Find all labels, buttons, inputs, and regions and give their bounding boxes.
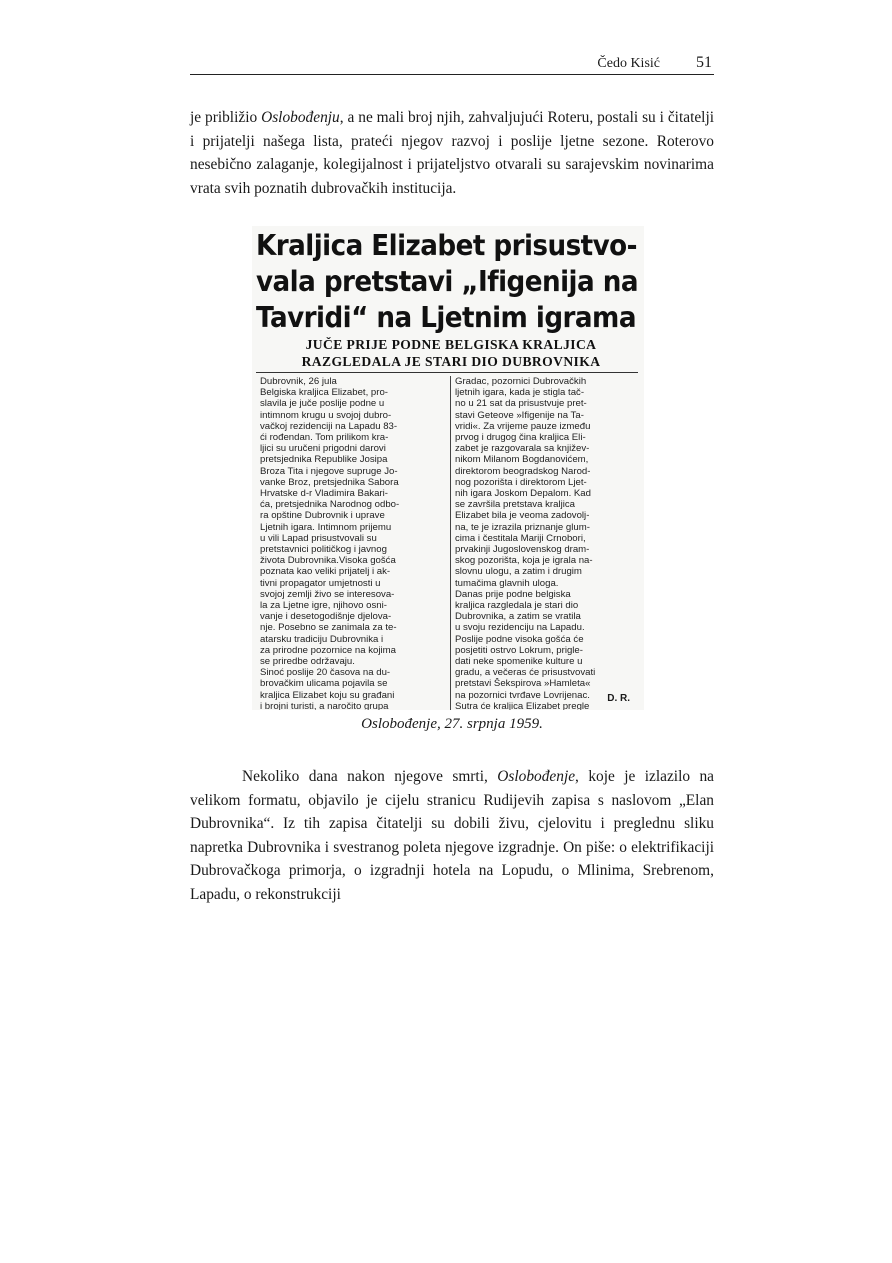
paragraph-text: je približio xyxy=(190,109,262,126)
clipping-divider xyxy=(256,372,638,373)
paragraph-text: Nekoliko dana nakon njegove smrti, xyxy=(242,768,498,785)
column-line: Ljetnih igara. Intimnom prijemu xyxy=(260,521,392,533)
column-line: Danas prije podne belgiska xyxy=(455,588,571,600)
column-line: u svoju rezidenciju na Lapadu. xyxy=(455,622,585,634)
column-line: tivni propagator umjetnosti u xyxy=(260,577,381,589)
column-line: Elizabet bila je veoma zadovolj- xyxy=(455,510,590,522)
column-line: Dubrovnik, 26 jula xyxy=(260,376,337,387)
column-line: cima i čestitala Mariji Crnobori, xyxy=(455,532,586,544)
subheadline-line: RAZGLEDALA JE STARI DIO DUBROVNIKA xyxy=(301,354,601,369)
clipping-subheadline xyxy=(286,336,616,370)
column-line: vanje i desetogodišnje djelova- xyxy=(260,611,392,623)
column-line: atarsku tradiciju Dubrovnika i xyxy=(260,633,384,645)
column-line: dati neke spomenike kulture u xyxy=(455,656,583,668)
column-line: Broza Tita i njegove supruge Jo- xyxy=(260,465,398,477)
column-line: nog pozorišta i direktorom Ljet- xyxy=(455,476,587,488)
column-line: tumačima glavnih uloga. xyxy=(455,577,559,589)
column-line: vačkoj rezidenciji na Lapadu 83- xyxy=(260,420,398,432)
column-line: pretstavi Šekspirova »Hamleta« xyxy=(455,678,591,690)
column-line: i brojni turisti, a naročito grupa xyxy=(260,700,389,710)
column-line: se završila pretstava kraljica xyxy=(455,499,575,511)
column-line: nih igara Joskom Depalom. Kad xyxy=(455,488,591,500)
column-line: vanke Broz, pretsjednika Sabora xyxy=(260,476,399,488)
column-line: stavi Geteove »Ifigenije na Ta- xyxy=(455,409,584,421)
column-line: svojoj zemlji živo se interesova- xyxy=(260,588,395,600)
column-line: života Dubrovnika.Visoka gošća xyxy=(260,555,396,567)
column-line: skog pozorišta, koja je igrala na- xyxy=(455,555,593,567)
column-line: zabet je razgovarala sa književ- xyxy=(455,443,590,455)
column-line: slovnu ulogu, a zatim i drugim xyxy=(455,566,582,578)
page-number: 51 xyxy=(696,54,712,71)
column-line: nje. Posebno se zanimala za te- xyxy=(260,622,397,634)
column-line: ljici su uručeni prigodni darovi xyxy=(260,443,386,455)
clipping-headline xyxy=(256,228,638,336)
column-line: prvog i drugog čina kraljica Eli- xyxy=(455,432,586,444)
column-line: na pozornici tvrđave Lovrijenac. xyxy=(455,689,590,701)
column-line: ljetnih igara, kada je stigla tač- xyxy=(455,387,585,399)
column-line: Sinoć poslije 20 časova na du- xyxy=(260,667,391,679)
subheadline-line: JUČE PRIJE PODNE BELGISKA KRALJICA xyxy=(305,337,597,352)
column-line: la za Ljetne igre, njihovo osni- xyxy=(260,600,387,612)
column-line: vridi«. Za vrijeme pauze između xyxy=(455,420,591,432)
column-line: se priredbe održavaju. xyxy=(260,656,355,668)
column-line: kraljica Elizabet koju su građani xyxy=(260,689,395,701)
header-author: Čedo Kisić xyxy=(597,56,660,71)
column-line: Sutra će kraljica Elizabet pregle xyxy=(455,700,590,710)
column-line: poznata kao veliki prijatelj i ak- xyxy=(260,566,391,578)
newspaper-title: Oslobođenju xyxy=(261,109,340,126)
column-line: brovačkim ulicama pojavila se xyxy=(260,678,388,690)
column-line: Poslije podne visoka gošća će xyxy=(455,633,584,645)
paragraph-intro xyxy=(190,106,714,200)
headline-line: vala pretstavi „Ifigenija na xyxy=(256,265,638,298)
column-line: na, te je izrazila priznanje glum- xyxy=(455,521,590,533)
newspaper-title: Oslobođenje xyxy=(497,768,576,785)
column-line: nikom Milanom Bogdanovićem, xyxy=(455,454,589,466)
column-line: Hrvatske d-r Vladimira Bakari- xyxy=(260,488,388,500)
column-line: za prirodne pozornice na kojima xyxy=(260,644,396,656)
column-line: u vili Lapad prisustvovali su xyxy=(260,532,377,544)
paragraph-text: , a ne mali broj njih, zahvaljujući Roteru, postali su i čitatelji i prijatelji našega lista, prateći njegov razvoj i poslije ljetne sezone. Roterovo nesebično zalaganje, kolegijalnost i prijateljstvo otvarali su sarajevskim novinarima vrata svih poznatih dubrovačkih institucija. xyxy=(190,109,714,197)
column-line: prvakinji Jugoslovenskog dram- xyxy=(455,544,590,556)
column-line: direktorom beogradskog Narod- xyxy=(455,465,591,477)
newspaper-clipping xyxy=(252,226,644,710)
clipping-signature: D. R. xyxy=(607,693,630,704)
clipping-caption: Oslobođenje, 27. srpnja 1959. xyxy=(361,716,543,732)
headline-line: Kraljica Elizabet prisustvo- xyxy=(256,229,637,262)
column-line: ći rođendan. Tom prilikom kra- xyxy=(260,432,389,444)
column-line: posjetiti ostrvo Lokrum, prigle- xyxy=(455,644,583,656)
column-line: kraljica razgledala je stari dio xyxy=(455,600,579,612)
column-line: pretstavnici političkog i javnog xyxy=(260,544,387,556)
running-header xyxy=(190,52,714,75)
column-line: slavila je juče poslije podne u xyxy=(260,398,385,410)
column-line: ra opštine Dubrovnik i uprave xyxy=(260,510,385,522)
column-line: gradu, a večeras će prisustvovati xyxy=(455,667,596,679)
clipping-right-column xyxy=(450,376,641,710)
column-line: no u 21 sat da prisustvuje pret- xyxy=(455,398,587,410)
paragraph-text: , koje je izlazilo na velikom formatu, objavilo je cijelu stranicu Rudijevih zapisa s naslovom „Elan Dubrovnika“. Iz tih zapisa čitatelji su dobili živu, cjelovitu i preglednu sliku napretka Dubrovnika i svestranog poleta njegove izgradnje. On piše: o elektrifikaciji Dubrovačkoga primorja, o izgradnji hotela na Lopudu, o Mlinima, Srebrenom, Lapadu, o rekonstrukciji xyxy=(190,768,714,903)
column-line: Gradac, pozornici Dubrovačkih xyxy=(455,376,587,387)
column-line: Belgiska kraljica Elizabet, pro- xyxy=(260,387,388,399)
clipping-left-column xyxy=(260,376,450,710)
column-line: Dubrovnika, a zatim se vratila xyxy=(455,611,581,623)
paragraph-main xyxy=(190,765,714,906)
column-line: pretsjednika Republike Josipa xyxy=(260,454,388,466)
headline-line: Tavridi“ na Ljetnim igrama xyxy=(256,301,636,334)
column-line: intimnom krugu u svojoj dubro- xyxy=(260,409,392,421)
column-line: ća, pretsjednika Narodnog odbo- xyxy=(260,499,400,511)
